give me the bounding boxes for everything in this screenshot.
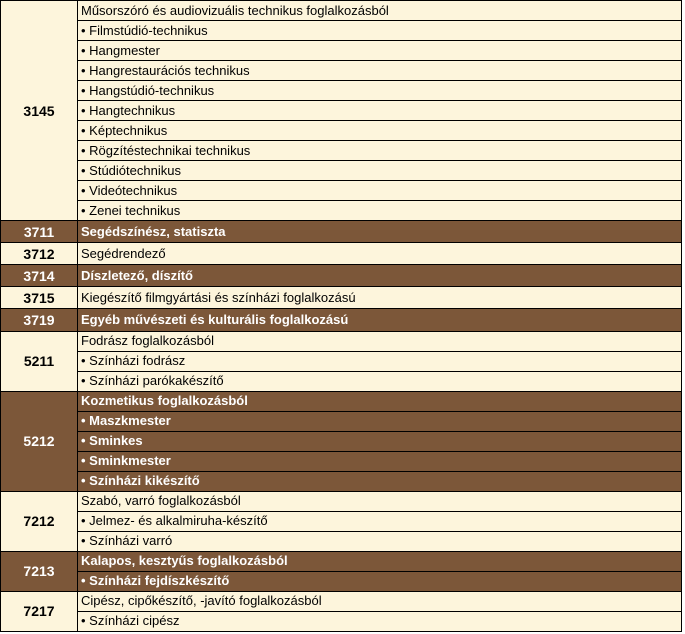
table-row bbox=[1, 309, 682, 331]
occupation-item: • Hangstúdió-technikus bbox=[78, 81, 682, 101]
table-row bbox=[1, 181, 682, 201]
table-row bbox=[1, 287, 682, 309]
occupation-item: • Színházi fejdíszkészítő bbox=[78, 571, 682, 591]
occupation-title: Egyéb művészeti és kulturális foglalkozású bbox=[78, 309, 682, 331]
table-row bbox=[1, 1, 682, 21]
occupation-code: 3145 bbox=[1, 1, 78, 221]
table-row bbox=[1, 551, 682, 571]
occupation-title: Szabó, varró foglalkozásból bbox=[78, 491, 682, 511]
occupation-title: Cipész, cipőkészítő, -javító foglalkozásból bbox=[78, 591, 682, 611]
table-row bbox=[1, 61, 682, 81]
occupation-title: Kozmetikus foglalkozásból bbox=[78, 391, 682, 411]
table-row bbox=[1, 221, 682, 243]
table-row bbox=[1, 351, 682, 371]
table-row bbox=[1, 531, 682, 551]
occupation-item: • Jelmez- és alkalmiruha-készítő bbox=[78, 511, 682, 531]
occupation-title: Műsorszóró és audiovizuális technikus foglalkozásból bbox=[78, 1, 682, 21]
occupation-code: 7217 bbox=[1, 591, 78, 631]
table-row bbox=[1, 141, 682, 161]
table-row bbox=[1, 391, 682, 411]
occupation-code: 3714 bbox=[1, 265, 78, 287]
table-row bbox=[1, 431, 682, 451]
table-row bbox=[1, 81, 682, 101]
occupation-item: • Hangrestaurációs technikus bbox=[78, 61, 682, 81]
occupation-item: • Színházi parókakészítő bbox=[78, 371, 682, 391]
table-row bbox=[1, 411, 682, 431]
occupation-title: Díszletező, díszítő bbox=[78, 265, 682, 287]
occupation-title: Kalapos, kesztyűs foglalkozásból bbox=[78, 551, 682, 571]
occupation-code: 5211 bbox=[1, 331, 78, 391]
table-row bbox=[1, 591, 682, 611]
occupation-title: Fodrász foglalkozásból bbox=[78, 331, 682, 351]
occupation-item: • Képtechnikus bbox=[78, 121, 682, 141]
table-row bbox=[1, 451, 682, 471]
occupation-item: • Sminkes bbox=[78, 431, 682, 451]
occupation-item: • Színházi fodrász bbox=[78, 351, 682, 371]
occupation-item: • Maszkmester bbox=[78, 411, 682, 431]
occupation-item: • Filmstúdió-technikus bbox=[78, 21, 682, 41]
table-row bbox=[1, 101, 682, 121]
table-row bbox=[1, 265, 682, 287]
table-row bbox=[1, 121, 682, 141]
occupation-code: 7212 bbox=[1, 491, 78, 551]
occupation-title: Segédszínész, statiszta bbox=[78, 221, 682, 243]
occupation-item: • Videótechnikus bbox=[78, 181, 682, 201]
table-row bbox=[1, 21, 682, 41]
occupation-code: 3719 bbox=[1, 309, 78, 331]
occupation-item: • Színházi cipész bbox=[78, 611, 682, 631]
occupation-table-body bbox=[1, 1, 682, 632]
table-row bbox=[1, 41, 682, 61]
table-row bbox=[1, 511, 682, 531]
table-row bbox=[1, 161, 682, 181]
table-row bbox=[1, 491, 682, 511]
table-row bbox=[1, 471, 682, 491]
occupation-item: • Stúdiótechnikus bbox=[78, 161, 682, 181]
table-row bbox=[1, 331, 682, 351]
occupation-item: • Rögzítéstechnikai technikus bbox=[78, 141, 682, 161]
occupation-title: Kiegészítő filmgyártási és színházi foglalkozású bbox=[78, 287, 682, 309]
occupation-code: 7213 bbox=[1, 551, 78, 591]
occupation-code: 3715 bbox=[1, 287, 78, 309]
table-row bbox=[1, 371, 682, 391]
table-row bbox=[1, 243, 682, 265]
table-row bbox=[1, 611, 682, 631]
table-row bbox=[1, 571, 682, 591]
occupation-code: 3712 bbox=[1, 243, 78, 265]
occupation-item: • Sminkmester bbox=[78, 451, 682, 471]
occupation-item: • Hangtechnikus bbox=[78, 101, 682, 121]
table-row bbox=[1, 201, 682, 221]
occupation-code: 5212 bbox=[1, 391, 78, 491]
occupation-item: • Színházi varró bbox=[78, 531, 682, 551]
occupation-item: • Hangmester bbox=[78, 41, 682, 61]
occupation-title: Segédrendező bbox=[78, 243, 682, 265]
occupation-item: • Színházi kikészítő bbox=[78, 471, 682, 491]
occupation-item: • Zenei technikus bbox=[78, 201, 682, 221]
occupation-code: 3711 bbox=[1, 221, 78, 243]
